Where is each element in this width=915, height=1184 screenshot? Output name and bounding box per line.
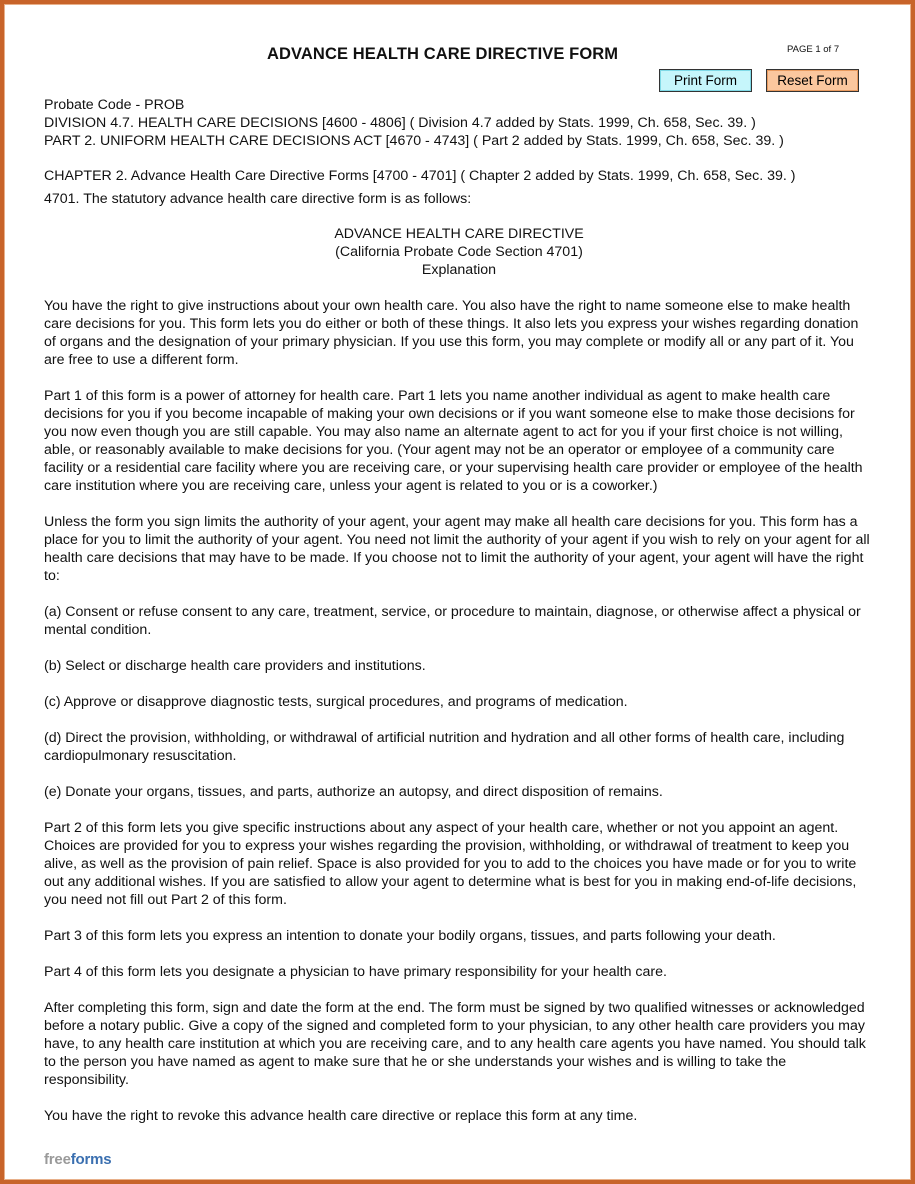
page-indicator: PAGE 1 of 7 (787, 44, 840, 55)
paragraph-part-1: Part 1 of this form is a power of attorney for health care. Part 1 lets you name another individual as agent to make health care decisions for you if you become incapable of making your own decisions or if you want someone else to make those decisions for you now even though you are still capable. You may also name an alternate agent to act for you if your first choice is not willing, able, or reasonably available to make decisions for you. (Your agent may not be an operator or employee of a community care facility or a residential care facility where you are receiving care, or your supervising health care provider or employee of the health care institution where you are receiving care, unless your agent is related to you or is a coworker.) (44, 388, 863, 494)
paragraph-part-3: Part 3 of this form lets you express an intention to donate your bodily organs, tissues, and parts following your death. (44, 928, 776, 944)
list-item-a: (a) Consent or refuse consent to any care, treatment, service, or procedure to maintain, diagnose, or otherwise affect a physical or mental condition. (44, 604, 861, 638)
code-line-division: DIVISION 4.7. HEALTH CARE DECISIONS [4600 - 4806] ( Division 4.7 added by Stats. 1999, Ch. 658, Sec. 39. ) (44, 115, 756, 131)
paragraph-part-2: Part 2 of this form lets you give specific instructions about any aspect of your health care, whether or not you appoint an agent. Choices are provided for you to express your wishes regarding the provision, withholding, or withdrawal of treatment to keep you alive, as well as the provision of pain relief. Space is also provided for you to add to the choices you have made or for you to write out any additional wishes. If you are satisfied to allow your agent to determine what is best for you in making end-of-life decisions, you need not fill out Part 2 of this form. (44, 820, 857, 908)
chapter-line: CHAPTER 2. Advance Health Care Directive Forms [4700 - 4701] ( Chapter 2 added by Stats. 1999, Ch. 658, Sec. 39. ) (44, 168, 796, 184)
paragraph-revoke: You have the right to revoke this advance health care directive or replace this form at any time. (44, 1108, 638, 1124)
reset-form-button[interactable]: Reset Form (766, 69, 859, 92)
code-info (44, 96, 874, 150)
list-item-e: (e) Donate your organs, tissues, and parts, authorize an autopsy, and direct disposition of remains. (44, 784, 663, 800)
list-item-d: (d) Direct the provision, withholding, or withdrawal of artificial nutrition and hydration and all other forms of health care, including cardiopulmonary resuscitation. (44, 730, 845, 764)
heading-line-2: (California Probate Code Section 4701) (335, 244, 583, 260)
print-form-button[interactable]: Print Form (659, 69, 752, 92)
explanation-body (44, 297, 874, 1143)
form-title: ADVANCE HEALTH CARE DIRECTIVE FORM (267, 45, 619, 63)
code-line-probate: Probate Code - PROB (44, 97, 185, 113)
paragraph-agent-authority: Unless the form you sign limits the authority of your agent, your agent may make all health care decisions for you. This form has a place for you to limit the authority of your agent. You need not limit the authority of your agent if you wish to rely on your agent for all health care decisions that may have to be made. If you choose not to limit the authority of your agent, your agent will have the right to: (44, 514, 870, 584)
heading-line-1: ADVANCE HEALTH CARE DIRECTIVE (334, 226, 584, 242)
paragraph-part-4: Part 4 of this form lets you designate a physician to have primary responsibility for your health care. (44, 964, 667, 980)
intro-line: 4701. The statutory advance health care directive form is as follows: (44, 191, 472, 207)
freeforms-logo (44, 1151, 111, 1168)
list-item-c: (c) Approve or disapprove diagnostic tests, surgical procedures, and programs of medication. (44, 694, 628, 710)
logo-free-text: free (44, 1151, 71, 1168)
code-line-part: PART 2. UNIFORM HEALTH CARE DECISIONS ACT [4670 - 4743] ( Part 2 added by Stats. 1999, Ch. 658, Sec. 39. ) (44, 133, 784, 149)
paragraph-rights: You have the right to give instructions about your own health care. You also have the right to name someone else to make health care decisions for you. This form lets you do either or both of these things. It also lets you express your wishes regarding donation of organs and the designation of your primary physician. If you use this form, you may complete or modify all or any part of it. You are free to use a different form. (44, 298, 859, 368)
list-item-b: (b) Select or discharge health care providers and institutions. (44, 658, 426, 674)
paragraph-signing: After completing this form, sign and date the form at the end. The form must be signed by two qualified witnesses or acknowledged before a notary public. Give a copy of the signed and completed form to your physician, to any other health care providers you may have, to any health care institution at which you are receiving care, and to any health care agents you have named. You should talk to the person you have named as agent to make sure that he or she understands your wishes and is willing to take the responsibility. (44, 1000, 866, 1088)
logo-forms-text: forms (70, 1151, 112, 1168)
heading-line-3: Explanation (421, 262, 497, 278)
section-heading (44, 225, 874, 279)
